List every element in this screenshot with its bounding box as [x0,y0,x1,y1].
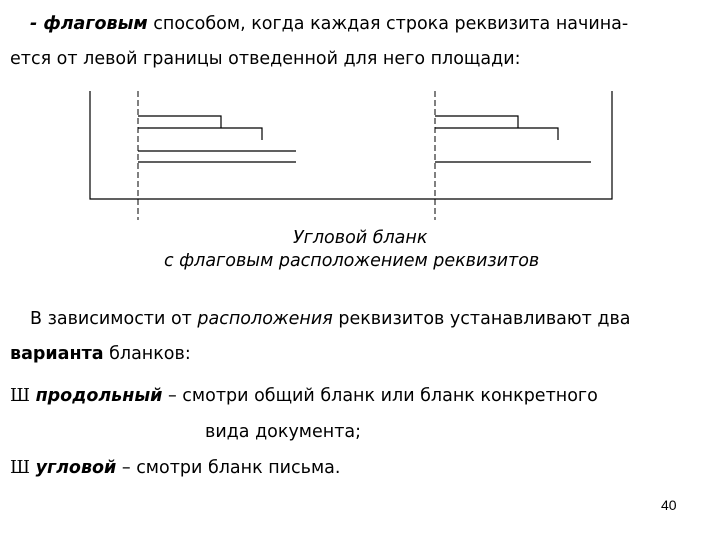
variant-term: варианта [10,344,104,364]
list-item-longitudinal-continuation: вида документа; [205,422,362,442]
body-paragraph-line-1 [30,311,631,329]
bullet-icon: Ш [10,386,30,406]
intro-line-2: ется от левой границы отведенной для него площади: [10,49,521,69]
left-flag-line-2 [138,128,262,140]
bullet-icon: Ш [10,458,30,478]
list-item-corner [10,460,340,478]
left-flag-line-1 [138,116,221,128]
body-p2-end: бланков: [103,344,191,364]
body-p1-start: В зависимости от [30,309,198,329]
corner-term: угловой [35,458,117,478]
diagram-caption-line-1: Угловой бланк [293,228,428,248]
longitudinal-term: продольный [35,386,163,406]
list-item-longitudinal [10,388,598,406]
page-number: 40 [661,497,677,513]
blank-frame [90,91,612,199]
right-flag-line-1 [435,116,518,128]
arrangement-term: расположения [197,309,333,329]
intro-line-1-text: способом, когда каждая строка реквизита начина- [147,14,629,34]
corner-text: – смотри бланк письма. [116,458,341,478]
intro-dash: - [30,14,44,34]
flag-method-term: флаговым [43,14,148,34]
right-flag-line-2 [435,128,558,140]
body-p1-end: реквизитов устанавливают два [332,309,631,329]
body-paragraph-line-2 [10,346,191,364]
diagram-caption-line-2: с флаговым расположением реквизитов [164,251,540,271]
longitudinal-text: – смотри общий бланк или бланк конкретного [162,386,598,406]
